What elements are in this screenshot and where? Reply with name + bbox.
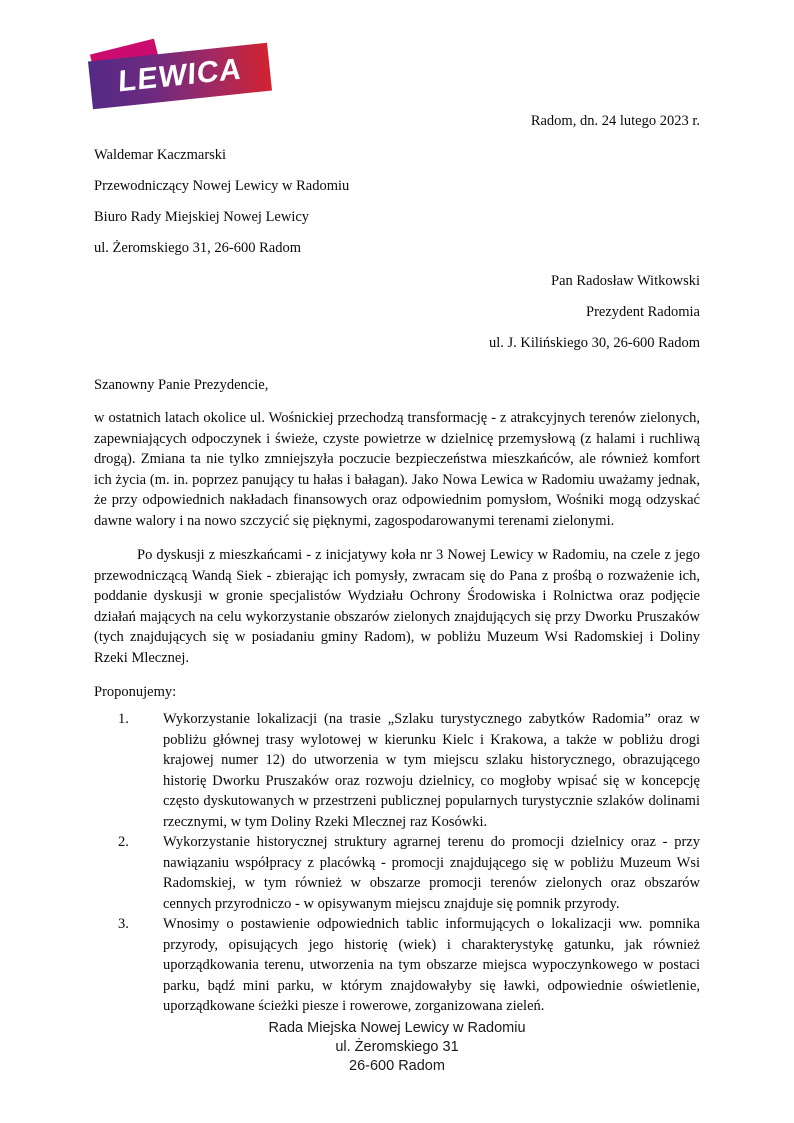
sender-address: ul. Żeromskiego 31, 26-600 Radom	[94, 240, 302, 256]
sender-block	[94, 140, 700, 264]
list-item-number: 3.	[118, 916, 129, 932]
footer-org: Rada Miejska Nowej Lewicy w Radomiu	[268, 1019, 526, 1036]
recipient-address: ul. J. Kilińskiego 30, 26-600 Radom	[488, 335, 700, 351]
logo-wordmark: LEWICA	[117, 52, 243, 99]
proposals-intro: Proponujemy:	[94, 684, 177, 700]
proposal-list	[94, 709, 700, 1017]
list-item-number: 2.	[118, 834, 129, 850]
body-paragraph-2: Po dyskusji z mieszkańcami - z inicjatywy koła nr 3 Nowej Lewicy w Radomiu, na czele z jego przewodniczącą Wandą Siek - zbierając ich pomysły, zwracam się do Pana z prośbą o rozważenie ich, poddanie dyskusji w gronie specjalistów Wydziału Ochrony Środowiska i Rolnictwa oraz podjęcie działań mających na celu wykorzystanie obszarów zielonych znajdujących się przy Dworku Pruszaków (tych znajdujących się w posiadaniu gminy Radom), w pobliżu Muzeum Wsi Radomskiej i Doliny Rzeki Mlecznej.	[94, 547, 700, 666]
salutation: Szanowny Panie Prezydencie,	[94, 377, 269, 393]
recipient-name: Pan Radosław Witkowski	[551, 273, 700, 289]
list-item	[94, 709, 700, 832]
recipient-title: Prezydent Radomia	[586, 304, 700, 320]
footer-city: 26-600 Radom	[349, 1057, 445, 1074]
sender-title: Przewodniczący Nowej Lewicy w Radomiu	[94, 178, 350, 194]
list-item-text: Wnosimy o postawienie odpowiednich tablic informujących o lokalizacji ww. pomnika przyrody, opisujących jego historię (wiek) i charakterystykę gatunku, jak również uporządkowania terenu, utworzenia na tym obszarze miejsca wypoczynkowego w postaci parku, bądź mini parku, w którym znajdowałyby się ławki, odpowiednie oświetlenie, uporządkowane ścieżki piesze i rowerowe, zorganizowana zieleń.	[163, 916, 700, 1014]
list-item-text: Wykorzystanie lokalizacji (na trasie „Szlaku turystycznego zabytków Radomia” oraz w pobliżu głównej trasy wylotowej w kierunku Kielc i Krakowa, a także w pobliżu drogi krajowej numer 12) do utworzenia w tym miejscu szlaku historycznego, obrazującego historię Dworku Pruszaków oraz rozwoju dzielnicy, co mogłoby wpisać się w koncepcję często dyskutowanych w przestrzeni publicznej popularnych turystycznie szlaków dolinami rzecznymi, w tym Doliny Rzeki Mlecznej raz Kosówki.	[163, 711, 700, 830]
list-item-text: Wykorzystanie historycznej struktury agrarnej terenu do promocji dzielnicy oraz - przy nawiązaniu współpracy z placówką - promocji znajdującego się w pobliżu Muzeum Wsi Radomskiej, w tym również w obszarze promocji terenów zielonych oraz obszarów cennych przyrodniczo - w opisywanym miejscu znajduje się pomnik przyrody.	[163, 834, 700, 912]
body-paragraph-1: w ostatnich latach okolice ul. Wośnickiej przechodzą transformację - z atrakcyjnych terenów zielonych, zapewniających odpoczynek i świeże, czyste powietrze w dzielnicę przemysłową (z halami i ruchliwą drogą). Zmiana ta nie tylko zmniejszyła poczucie bezpieczeństwa mieszkańców, ale również komfort ich życia (m. in. poprzez panujący tu hałas i bałagan). Jako Nowa Lewica w Radomiu uważamy jednak, że przy odpowiednich nakładach finansowych oraz odpowiednim pomysłom, Wośniki mogą odzyskać dawne walory i na nowo szczycić się pięknymi, zagospodarowanymi terenami zielonymi.	[94, 410, 700, 529]
footer-block	[94, 1019, 700, 1076]
sender-office: Biuro Rady Miejskiej Nowej Lewicy	[94, 209, 310, 225]
recipient-block	[94, 266, 700, 359]
footer-street: ul. Żeromskiego 31	[335, 1038, 459, 1055]
list-item	[94, 832, 700, 914]
letter-date: Radom, dn. 24 lutego 2023 r.	[530, 113, 700, 129]
list-item-number: 1.	[118, 711, 129, 727]
sender-name: Waldemar Kaczmarski	[94, 147, 227, 163]
list-item	[94, 914, 700, 1017]
lewica-logo	[90, 45, 274, 107]
